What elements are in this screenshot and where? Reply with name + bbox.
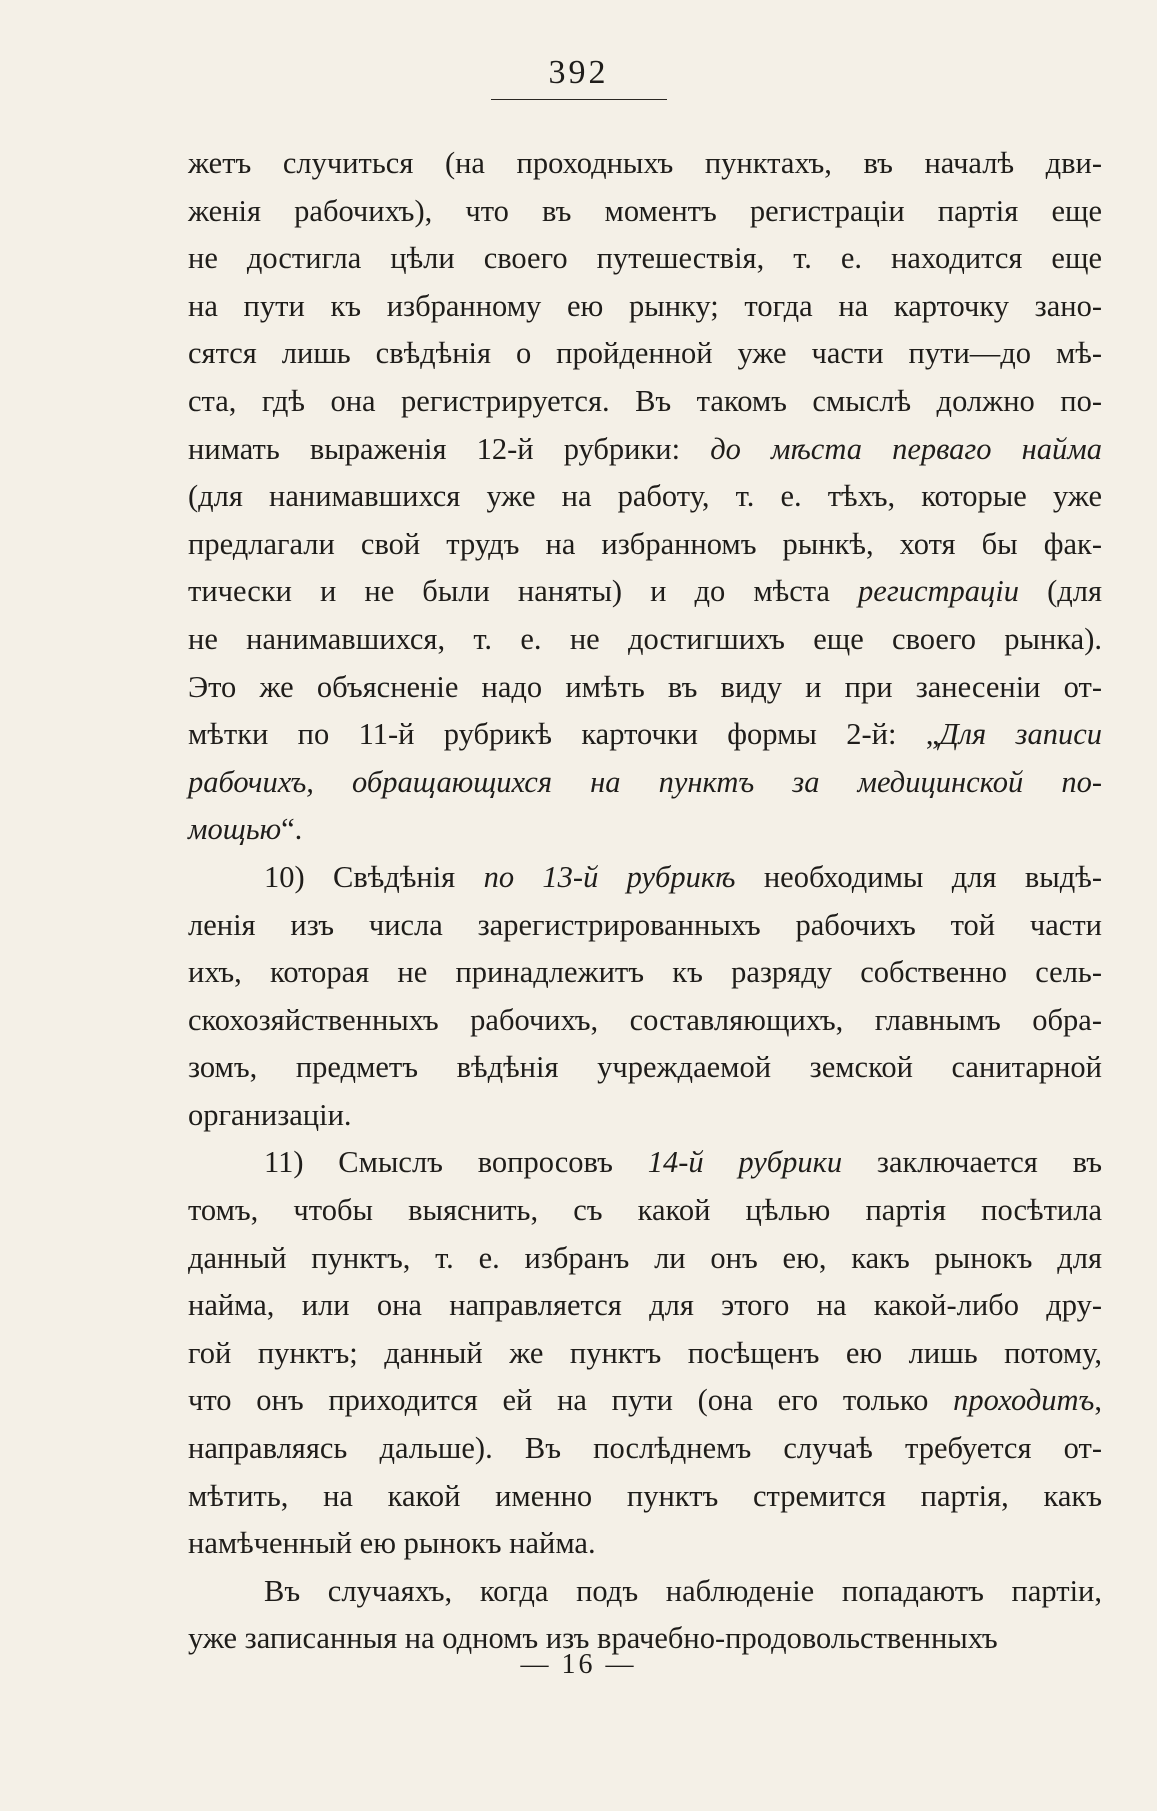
text-run: гой пунктъ; данный же пунктъ посѣщенъ ею лишь потому, [188, 1335, 1102, 1370]
text-run: тически и не были наняты) и до мѣста [188, 574, 859, 609]
text-run: мѣтки по 11-й рубрикѣ карточки формы 2-й: „ [188, 717, 940, 752]
text-run: скохозяйственныхъ рабочихъ, составляющихъ, главнымъ обра- [188, 1002, 1102, 1037]
text-run: ихъ, которая не принадлежитъ къ разряду собственно сель- [188, 955, 1102, 990]
text-run: мѣтить, на какой именно пунктъ стремится партія, какъ [188, 1478, 1102, 1513]
text-line [188, 378, 1102, 426]
text-line [188, 1473, 1102, 1521]
text-line [188, 140, 1102, 188]
italic-run: проходитъ [953, 1383, 1095, 1418]
text-line [188, 1520, 1102, 1568]
text-run: не достигла цѣли своего путешествія, т. е. находится еще [188, 241, 1102, 276]
text-run: что онъ приходится ей на пути (она его только [188, 1383, 954, 1418]
italic-run: регистраціи [858, 574, 1020, 609]
text-line [188, 1044, 1102, 1092]
text-line [188, 1187, 1102, 1235]
text-line [188, 949, 1102, 997]
text-line [188, 902, 1102, 950]
page-header [0, 54, 1157, 100]
italic-run: до мѣста перваго найма [710, 431, 1102, 466]
italic-run: Для записи [939, 717, 1102, 752]
text-run: , [1094, 1383, 1102, 1418]
text-line [188, 711, 1102, 759]
text-run: намѣченный ею рынокъ найма. [188, 1526, 596, 1561]
text-run: необходимы для выдѣ- [735, 859, 1102, 894]
text-run: заключается въ [842, 1145, 1103, 1180]
text-run: ста, гдѣ она регистрируется. Въ такомъ смыслѣ должно по- [188, 383, 1102, 418]
text-line [188, 426, 1102, 474]
signature-mark: — 16 — [520, 1649, 637, 1680]
text-line [188, 759, 1102, 807]
text-line [188, 854, 1102, 902]
text-line [188, 473, 1102, 521]
text-run: сятся лишь свѣдѣнія о пройденной уже части пути—до мѣ- [188, 336, 1102, 371]
text-line [188, 521, 1102, 569]
text-run: (для нанимавшихся уже на работу, т. е. тѣхъ, которые уже [188, 479, 1102, 514]
text-run: направляясь дальше). Въ послѣднемъ случаѣ требуется от- [188, 1431, 1102, 1466]
text-run: женія рабочихъ), что въ моментъ регистраціи партія еще [188, 193, 1102, 228]
text-run: найма, или она направляется для этого на какой-либо дру- [188, 1288, 1102, 1323]
text-line [188, 1425, 1102, 1473]
text-line [188, 806, 1102, 854]
text-run: “. [281, 812, 303, 847]
text-line [188, 616, 1102, 664]
text-run: нимать выраженія 12-й рубрики: [188, 431, 711, 466]
text-run: 10) Свѣдѣнія [264, 859, 484, 894]
text-line [188, 664, 1102, 712]
text-run: ленія изъ числа зарегистрированныхъ рабочихъ той части [188, 907, 1102, 942]
italic-run: по 13-й рубрикѣ [483, 859, 736, 894]
text-run: данный пунктъ, т. е. избранъ ли онъ ею, какъ рынокъ для [188, 1240, 1102, 1275]
body-text [188, 140, 1102, 1663]
text-line [188, 1568, 1102, 1616]
text-run: организаціи. [188, 1097, 352, 1132]
italic-run: рабочихъ, обращающихся на пунктъ за медицинской по- [188, 764, 1102, 799]
text-run: не нанимавшихся, т. е. не достигшихъ еще своего рынка). [188, 621, 1102, 656]
text-line [188, 283, 1102, 331]
text-line [188, 235, 1102, 283]
text-line [188, 568, 1102, 616]
text-line [188, 330, 1102, 378]
text-run: уже записанныя на одномъ изъ врачебно-продовольственныхъ [188, 1621, 998, 1656]
text-run: предлагали свой трудъ на избранномъ рынкѣ, хотя бы фак- [188, 526, 1102, 561]
text-line [188, 188, 1102, 236]
text-run: Въ случаяхъ, когда подъ наблюденіе попадаютъ партіи, [264, 1573, 1102, 1608]
text-run: (для [1019, 574, 1102, 609]
italic-run: мощью [188, 812, 282, 847]
italic-run: 14-й рубрики [647, 1145, 843, 1180]
text-run: жетъ случиться (на проходныхъ пунктахъ, въ началѣ дви- [188, 146, 1102, 180]
text-run: Это же объясненіе надо имѣть въ виду и при занесеніи от- [188, 669, 1102, 704]
text-line [188, 1235, 1102, 1283]
text-line [188, 1139, 1102, 1187]
text-line [188, 1092, 1102, 1140]
text-run: 11) Смыслъ вопросовъ [264, 1145, 648, 1180]
text-line [188, 1377, 1102, 1425]
text-run: зомъ, предметъ вѣдѣнія учреждаемой земской санитарной [188, 1050, 1102, 1085]
text-line [188, 997, 1102, 1045]
text-run: на пути къ избранному ею рынку; тогда на карточку зано- [188, 288, 1102, 323]
page-number: 392 [491, 54, 667, 100]
text-line [188, 1330, 1102, 1378]
text-line [188, 1282, 1102, 1330]
text-run: томъ, чтобы выяснить, съ какой цѣлью партія посѣтила [188, 1193, 1102, 1228]
